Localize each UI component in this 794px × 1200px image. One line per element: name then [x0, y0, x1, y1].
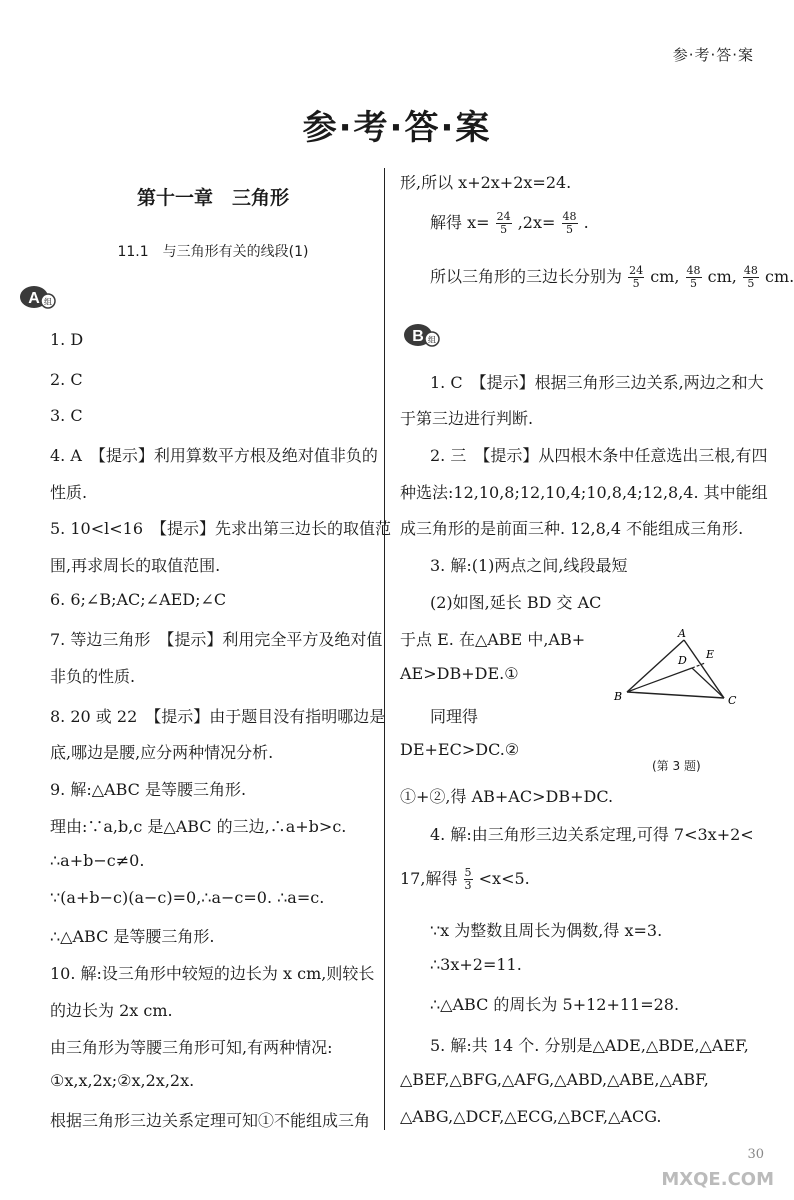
left-line-19: 的边长为 2x cm. — [50, 1001, 173, 1020]
right-line-2: 于第三边进行判断. — [400, 409, 534, 428]
left-line-3: 3. C — [50, 406, 83, 425]
fraction-48-5: $\frac{48}{5}$ — [562, 210, 577, 236]
left-line-12: 底,哪边是腰,应分两种情况分析. — [50, 743, 274, 762]
page-number: 30 — [747, 1147, 764, 1162]
watermark: MXQE.COM — [661, 1169, 774, 1190]
right-line-r2: 解得 x= $\frac{24}{5}$ ,2x= $\frac{48}{5}$ . — [430, 210, 589, 236]
left-line-18: 10. 解:设三角形中较短的边长为 x cm,则较长 — [50, 964, 375, 983]
right-line-19: △ABG,△DCF,△ECG,△BCF,△ACG. — [400, 1107, 662, 1126]
column-divider — [384, 168, 385, 1130]
right-line-4: 种选法:12,10,8;12,10,4;10,8,4;12,8,4. 其中能组 — [400, 483, 768, 502]
group-b-badge — [402, 322, 442, 348]
fraction-48-5-c: $\frac{48}{5}$ — [743, 264, 758, 290]
left-line-9: 7. 等边三角形 【提示】利用完全平方及绝对值 — [50, 630, 383, 649]
page-title: 参·考·答·案 — [302, 108, 492, 148]
right-line-7: (2)如图,延长 BD 交 AC — [430, 593, 602, 612]
label-b: B — [614, 690, 623, 703]
right-line-12: ①+②,得 AB+AC>DB+DC. — [400, 787, 614, 806]
section-title: 11.1 与三角形有关的线段(1) — [117, 244, 309, 260]
running-header: 参·考·答·案 — [672, 46, 754, 64]
left-line-5: 性质. — [50, 483, 88, 502]
right-line-3: 2. 三 【提示】从四根木条中任意选出三根,有四 — [430, 446, 768, 465]
r2-pre: 解得 x= — [430, 213, 490, 232]
segment-dc — [692, 668, 724, 698]
left-line-8: 6. 6;∠B;AC;∠AED;∠C — [50, 590, 227, 609]
left-line-15: ∴a+b−c≠0. — [50, 851, 145, 870]
right-line-5: 成三角形的是前面三种. 12,8,4 不能组成三角形. — [400, 519, 744, 538]
right-line-14: ∵x 为整数且周长为偶数,得 x=3. — [430, 921, 663, 940]
left-line-10: 非负的性质. — [50, 667, 136, 686]
left-line-22: 根据三角形三边关系定理可知①不能组成三角 — [50, 1111, 371, 1130]
label-a: A — [678, 628, 686, 640]
right-line-8: 于点 E. 在△ABE 中,AB+ — [400, 630, 586, 649]
right-line-17: 17,解得 $\frac{5}{3}$ <x<5. — [400, 866, 530, 892]
fraction-5-3: $\frac{5}{3}$ — [464, 866, 472, 892]
left-line-21: ①x,x,2x;②x,2x,2x. — [50, 1071, 195, 1090]
right-line-r3: 所以三角形的三边长分别为 $\frac{24}{5}$ cm, $\frac{48}{5}$ cm, $\frac{48}{5}$ cm. — [430, 264, 794, 290]
figure-caption: (第 3 题) — [652, 759, 701, 773]
right-line-1: 1. C 【提示】根据三角形三边关系,两边之和大 — [430, 373, 764, 392]
fraction-24-5: $\frac{24}{5}$ — [496, 210, 511, 236]
left-line-16: ∵(a+b−c)(a−c)=0,∴a−c=0. ∴a=c. — [50, 888, 325, 907]
left-line-1: 1. D — [50, 330, 84, 349]
right-line-6: 3. 解:(1)两点之间,线段最短 — [430, 556, 628, 575]
right-line-15: ∴3x+2=11. — [430, 955, 522, 974]
fraction-48-5-b: $\frac{48}{5}$ — [686, 264, 701, 290]
left-line-2: 2. C — [50, 370, 83, 389]
badge-b-letter: B — [412, 328, 424, 345]
triangle-figure — [612, 628, 762, 748]
group-a-badge — [18, 284, 58, 310]
left-line-20: 由三角形为等腰三角形可知,有两种情况: — [50, 1038, 333, 1057]
edge-bc — [627, 692, 724, 698]
right-line-11: DE+EC>DC.② — [400, 740, 520, 759]
label-d: D — [678, 654, 687, 667]
right-line-18: △BEF,△BFG,△AFG,△ABD,△ABE,△ABF, — [400, 1070, 709, 1089]
badge-a-letter: A — [28, 290, 40, 307]
label-c: C — [728, 694, 737, 707]
left-line-11: 8. 20 或 22 【提示】由于题目没有指明哪边是 — [50, 707, 386, 726]
left-line-13: 9. 解:△ABC 是等腰三角形. — [50, 780, 247, 799]
segment-bd — [627, 668, 692, 692]
left-line-17: ∴△ABC 是等腰三角形. — [50, 927, 215, 946]
right-line-10: 同理得 — [430, 707, 479, 726]
fraction-24-5-b: $\frac{24}{5}$ — [629, 264, 644, 290]
left-line-7: 围,再求周长的取值范围. — [50, 556, 221, 575]
right-line-r1: 形,所以 x+2x+2x=24. — [400, 173, 572, 192]
right-line-13: 4. 解:由三角形三边关系定理,可得 7<3x+2< — [430, 825, 754, 844]
badge-b-sub: 组 — [428, 335, 436, 345]
edge-ab — [627, 640, 684, 692]
label-e: E — [706, 648, 715, 661]
chapter-title: 第十一章 三角形 — [136, 187, 289, 209]
right-line-9: AE>DB+DE.① — [400, 664, 519, 683]
r2-mid: ,2x= — [517, 213, 556, 232]
badge-a-sub: 组 — [44, 297, 52, 307]
left-line-6: 5. 10<l<16 【提示】先求出第三边长的取值范 — [50, 519, 392, 538]
left-line-4: 4. A 【提示】利用算数平方根及绝对值非负的 — [50, 446, 378, 465]
left-line-14: 理由:∵a,b,c 是△ABC 的三边,∴a+b>c. — [50, 817, 347, 836]
right-line-17b: 5. 解:共 14 个. 分别是△ADE,△BDE,△AEF, — [430, 1036, 749, 1055]
right-line-16: ∴△ABC 的周长为 5+12+11=28. — [430, 995, 680, 1014]
